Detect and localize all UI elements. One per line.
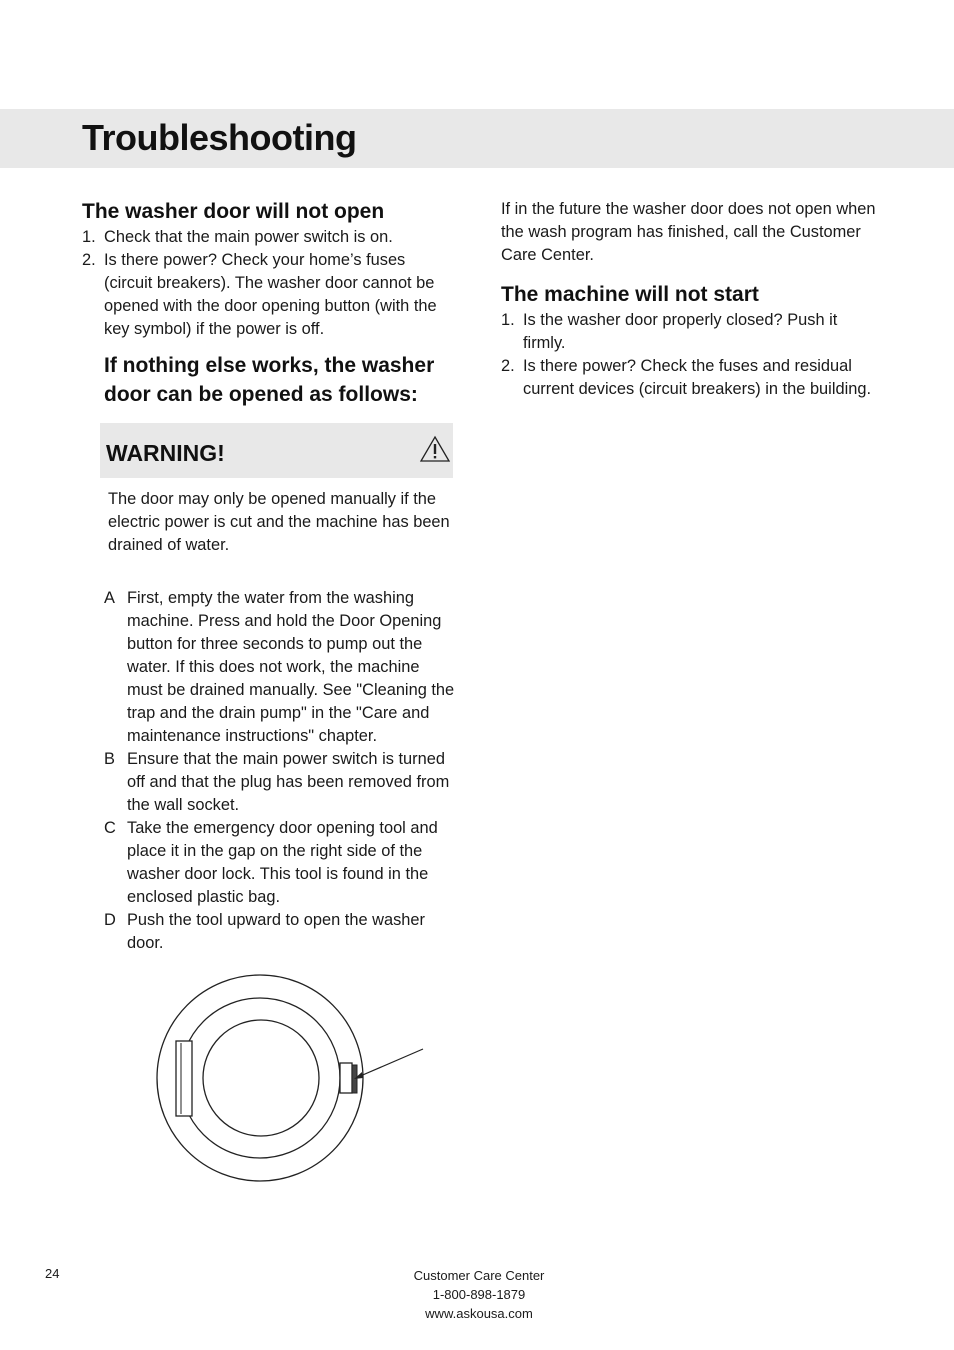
- list-item: [501, 355, 881, 401]
- step-text: Ensure that the main power switch is turned off and that the plug has been removed from the wall socket.: [127, 750, 450, 814]
- list-item: [104, 587, 456, 748]
- left-column: [82, 198, 456, 955]
- step-letter: C: [104, 819, 116, 837]
- list-item: [501, 309, 881, 355]
- tool-pointer: [358, 1049, 423, 1077]
- list-text: Check that the main power switch is on.: [104, 228, 393, 246]
- warning-triangle-icon: [419, 435, 451, 463]
- list-item: [82, 249, 456, 341]
- start-checklist: [501, 309, 881, 401]
- washer-door-diagram: [150, 965, 440, 1195]
- list-text: Is there power? Check your home’s fuses (circuit breakers). The washer door cannot be opened with the door opening button (with the key symbol) if the power is off.: [104, 251, 437, 338]
- step-letter: A: [104, 589, 115, 607]
- warning-box: [100, 423, 453, 478]
- opening-tool: [352, 1065, 357, 1093]
- list-item: [104, 817, 456, 909]
- list-number: 1.: [82, 228, 96, 246]
- future-note: If in the future the washer door does not open when the wash program has finished, call the Customer Care Center.: [501, 200, 876, 264]
- door-frame-ring: [180, 998, 340, 1158]
- door-lock: [340, 1063, 352, 1093]
- contact-name: Customer Care Center: [413, 1268, 545, 1283]
- list-number: 1.: [501, 311, 515, 329]
- manual-open-steps: [104, 587, 456, 955]
- door-checklist: [82, 226, 456, 341]
- footer-contact: [379, 1266, 579, 1323]
- warning-label: WARNING!: [106, 440, 225, 466]
- list-number: 2.: [501, 357, 515, 375]
- list-item: [104, 909, 456, 955]
- list-item: [104, 748, 456, 817]
- door-section-heading: The washer door will not open: [82, 200, 385, 223]
- list-text: Is there power? Check the fuses and residual current devices (circuit breakers) in the building.: [523, 357, 871, 398]
- door-hinge: [176, 1041, 192, 1116]
- step-letter: D: [104, 911, 116, 929]
- page-number: 24: [45, 1266, 60, 1281]
- step-text: Push the tool upward to open the washer door.: [127, 911, 425, 952]
- warning-text: The door may only be opened manually if the electric power is cut and the machine has been drained of water.: [108, 490, 450, 554]
- list-item: [82, 226, 456, 249]
- start-section-heading: The machine will not start: [501, 283, 759, 306]
- step-text: Take the emergency door opening tool and place it in the gap on the right side of the washer door lock. This tool is found in the enclosed plastic bag.: [127, 819, 438, 906]
- title-band: [0, 109, 954, 168]
- contact-website: www.askousa.com: [425, 1306, 533, 1321]
- step-letter: B: [104, 750, 115, 768]
- page-title: Troubleshooting: [82, 117, 357, 158]
- step-text: First, empty the water from the washing machine. Press and hold the Door Opening button for three seconds to pump out the water. If this does not work, the machine must be drained manually. See "Cleaning the trap and the drain pump" in the "Care and maintenance instructions" chapter.: [127, 589, 455, 745]
- manual-open-subheading: If nothing else works, the washer door can be opened as follows:: [104, 354, 435, 406]
- contact-phone: 1-800-898-1879: [432, 1287, 526, 1302]
- list-number: 2.: [82, 251, 96, 269]
- right-column: [501, 198, 881, 401]
- list-text: Is the washer door properly closed? Push it firmly.: [523, 311, 838, 352]
- door-glass: [203, 1020, 319, 1136]
